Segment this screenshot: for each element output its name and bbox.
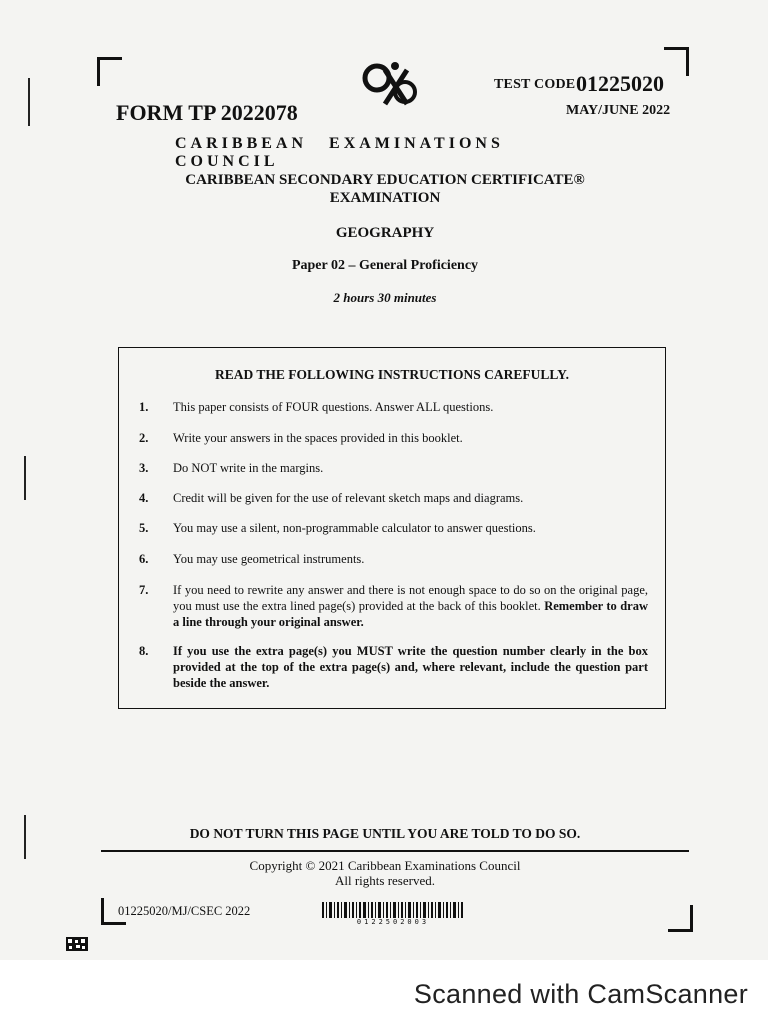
instruction-text-emphasis: Remember to draw a line through your original answer.: [173, 599, 649, 629]
instruction-text: You may use geometrical instruments.: [173, 552, 365, 566]
subject-title: GEOGRAPHY: [335, 225, 435, 241]
instruction-number: 2.: [139, 431, 149, 445]
divider: [101, 850, 689, 852]
margin-mark: [28, 78, 30, 126]
instruction-number: 7.: [139, 583, 149, 597]
instruction-number: 5.: [139, 521, 149, 535]
rights-line: All rights reserved.: [334, 873, 435, 888]
instruction-number: 6.: [139, 552, 149, 566]
instructions-heading: READ THE FOLLOWING INSTRUCTIONS CAREFULLY.: [215, 367, 569, 382]
instruction-number: 8.: [139, 644, 149, 658]
margin-mark: [24, 456, 26, 500]
paper-name: Paper 02 – General Proficiency: [291, 258, 479, 273]
examination-label: EXAMINATION: [329, 190, 441, 206]
cxc-logo: [355, 60, 425, 110]
instruction-text: Do NOT write in the margins.: [173, 461, 324, 475]
instruction-text: [173, 582, 648, 630]
copyright-line: Copyright © 2021 Caribbean Examinations Council: [249, 858, 521, 873]
instruction-number: 4.: [139, 491, 149, 505]
duration: 2 hours 30 minutes: [333, 290, 437, 305]
instruction-text-regular: If you need to rewrite any answer and there is not enough space to do so on the original page, you must use the extra lined page(s) provided at the back of this booklet.: [173, 583, 648, 613]
barcode: [322, 902, 464, 918]
form-number: FORM TP 2022078: [116, 100, 298, 125]
instruction-text: If you use the extra page(s) you MUST write the question number clearly in the box provided at the top of the extra page(s) and, where relevant, include the question part beside the answer.: [173, 644, 648, 690]
instruction-number: 1.: [139, 400, 149, 414]
certificate-title: CARIBBEAN SECONDARY EDUCATION CERTIFICATE®: [185, 172, 585, 188]
test-code: 01225020: [576, 71, 664, 96]
margin-mark: [24, 815, 26, 859]
corner-mark-bottom-right: [668, 905, 693, 932]
test-code-label: TEST CODE: [494, 77, 576, 92]
instruction-text: Credit will be given for the use of relevant sketch maps and diagrams.: [173, 491, 524, 505]
camscanner-watermark: Scanned with CamScanner: [413, 979, 748, 1009]
instruction-text: This paper consists of FOUR questions. Answer ALL questions.: [173, 400, 494, 414]
instruction-text: Write your answers in the spaces provided in this booklet.: [173, 431, 463, 445]
scanner-qr-icon: [66, 937, 88, 951]
document-code: 01225020/MJ/CSEC 2022: [118, 904, 251, 918]
instruction-text: You may use a silent, non-programmable calculator to answer questions.: [173, 521, 536, 535]
council-name: CARIBBEAN EXAMINATIONS COUNCIL: [175, 135, 504, 170]
do-not-turn-notice: DO NOT TURN THIS PAGE UNTIL YOU ARE TOLD TO DO SO.: [189, 826, 581, 841]
instruction-number: 3.: [139, 461, 149, 475]
instructions-box: [118, 347, 666, 709]
barcode-number: 0122502003: [356, 918, 430, 926]
copyright: [120, 858, 650, 888]
corner-mark-top-left: [97, 57, 122, 86]
corner-mark-top-right: [664, 47, 689, 76]
exam-session: MAY/JUNE 2022: [566, 103, 671, 118]
